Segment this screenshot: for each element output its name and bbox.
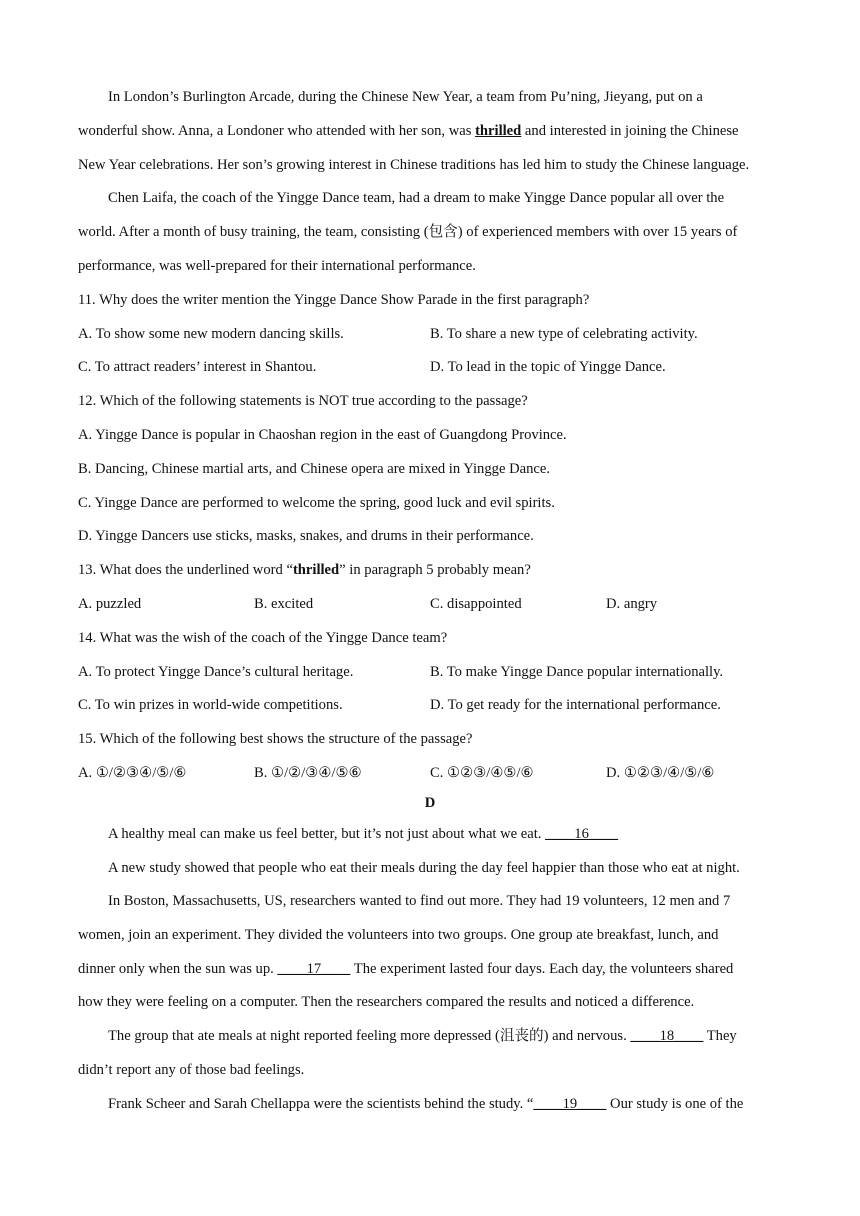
- answer-option: C. To attract readers’ interest in Shantou.: [78, 359, 317, 375]
- passage-line: Chen Laifa, the coach of the Yingge Dance team, had a dream to make Yingge Dance popular all over the: [108, 190, 725, 206]
- underlined-keyword: thrilled: [475, 123, 522, 139]
- answer-option: C. ①②③/④⑤/⑥: [430, 765, 534, 781]
- passage-line: In London’s Burlington Arcade, during the Chinese New Year, a team from Pu’ning, Jieyang, put on a: [108, 89, 703, 105]
- passage-line: Frank Scheer and Sarah Chellappa were the scientists behind the study. “____19____ Our study is one of the: [108, 1096, 744, 1112]
- question-stem: 12. Which of the following statements is NOT true according to the passage?: [78, 393, 528, 409]
- passage-line: world. After a month of busy training, the team, consisting (包含) of experienced members with over 15 years of: [78, 224, 738, 240]
- answer-option: C. Yingge Dance are performed to welcome the spring, good luck and evil spirits.: [78, 495, 555, 511]
- passage-line: New Year celebrations. Her son’s growing interest in Chinese traditions has led him to study the Chinese language.: [78, 157, 750, 173]
- question-stem: 11. Why does the writer mention the Yingge Dance Show Parade in the first paragraph?: [78, 292, 590, 308]
- answer-option: B. Dancing, Chinese martial arts, and Chinese opera are mixed in Yingge Dance.: [78, 461, 550, 477]
- answer-option: B. excited: [254, 596, 314, 612]
- passage-line: performance, was well-prepared for their international performance.: [78, 258, 476, 274]
- blank-19: ____19____: [533, 1096, 607, 1112]
- blank-16: ____16____: [545, 826, 619, 842]
- keyword: thrilled: [292, 562, 340, 578]
- answer-option: B. To make Yingge Dance popular internationally.: [430, 664, 724, 680]
- question-stem: 13. What does the underlined word “thrilled” in paragraph 5 probably mean?: [78, 562, 531, 578]
- answer-option: D. To lead in the topic of Yingge Dance.: [430, 359, 666, 375]
- passage-line: didn’t report any of those bad feelings.: [78, 1062, 305, 1078]
- blank-18: ____18____: [630, 1028, 704, 1044]
- answer-option: C. To win prizes in world-wide competitions.: [78, 697, 343, 713]
- answer-option: D. ①②③/④/⑤/⑥: [606, 765, 715, 781]
- passage-line: The group that ate meals at night reported feeling more depressed (沮丧的) and nervous. ____18____ They: [108, 1028, 737, 1044]
- passage-line: wonderful show. Anna, a Londoner who attended with her son, was thrilled and interested in joining the Chinese: [78, 123, 739, 139]
- answer-option: B. ①/②/③④/⑤⑥: [254, 765, 362, 781]
- passage-line: In Boston, Massachusetts, US, researchers wanted to find out more. They had 19 volunteers, 12 men and 7: [108, 893, 731, 909]
- answer-option: D. angry: [606, 596, 658, 612]
- question-stem: 15. Which of the following best shows the structure of the passage?: [78, 731, 473, 747]
- blank-17: ____17____: [277, 961, 351, 977]
- passage-line: dinner only when the sun was up. ____17____ The experiment lasted four days. Each day, the volunteers shared: [78, 961, 734, 977]
- answer-option: D. Yingge Dancers use sticks, masks, snakes, and drums in their performance.: [78, 528, 534, 544]
- answer-option: C. disappointed: [430, 596, 522, 612]
- question-stem: 14. What was the wish of the coach of the Yingge Dance team?: [78, 630, 448, 646]
- passage-line: women, join an experiment. They divided the volunteers into two groups. One group ate breakfast, lunch, and: [78, 927, 719, 943]
- passage-line: how they were feeling on a computer. Then the researchers compared the results and noticed a difference.: [78, 994, 695, 1010]
- passage-line: A new study showed that people who eat their meals during the day feel happier than those who eat at night.: [108, 860, 740, 876]
- section-heading: D: [424, 795, 436, 811]
- answer-option: A. ①/②③④/⑤/⑥: [78, 765, 187, 781]
- answer-option: A. Yingge Dance is popular in Chaoshan region in the east of Guangdong Province.: [78, 427, 567, 443]
- answer-option: A. To show some new modern dancing skills.: [78, 326, 344, 342]
- answer-option: A. To protect Yingge Dance’s cultural heritage.: [78, 664, 354, 680]
- answer-option: D. To get ready for the international performance.: [430, 697, 721, 713]
- answer-option: B. To share a new type of celebrating activity.: [430, 326, 698, 342]
- answer-option: A. puzzled: [78, 596, 142, 612]
- passage-line: A healthy meal can make us feel better, but it’s not just about what we eat. ____16____: [108, 826, 619, 842]
